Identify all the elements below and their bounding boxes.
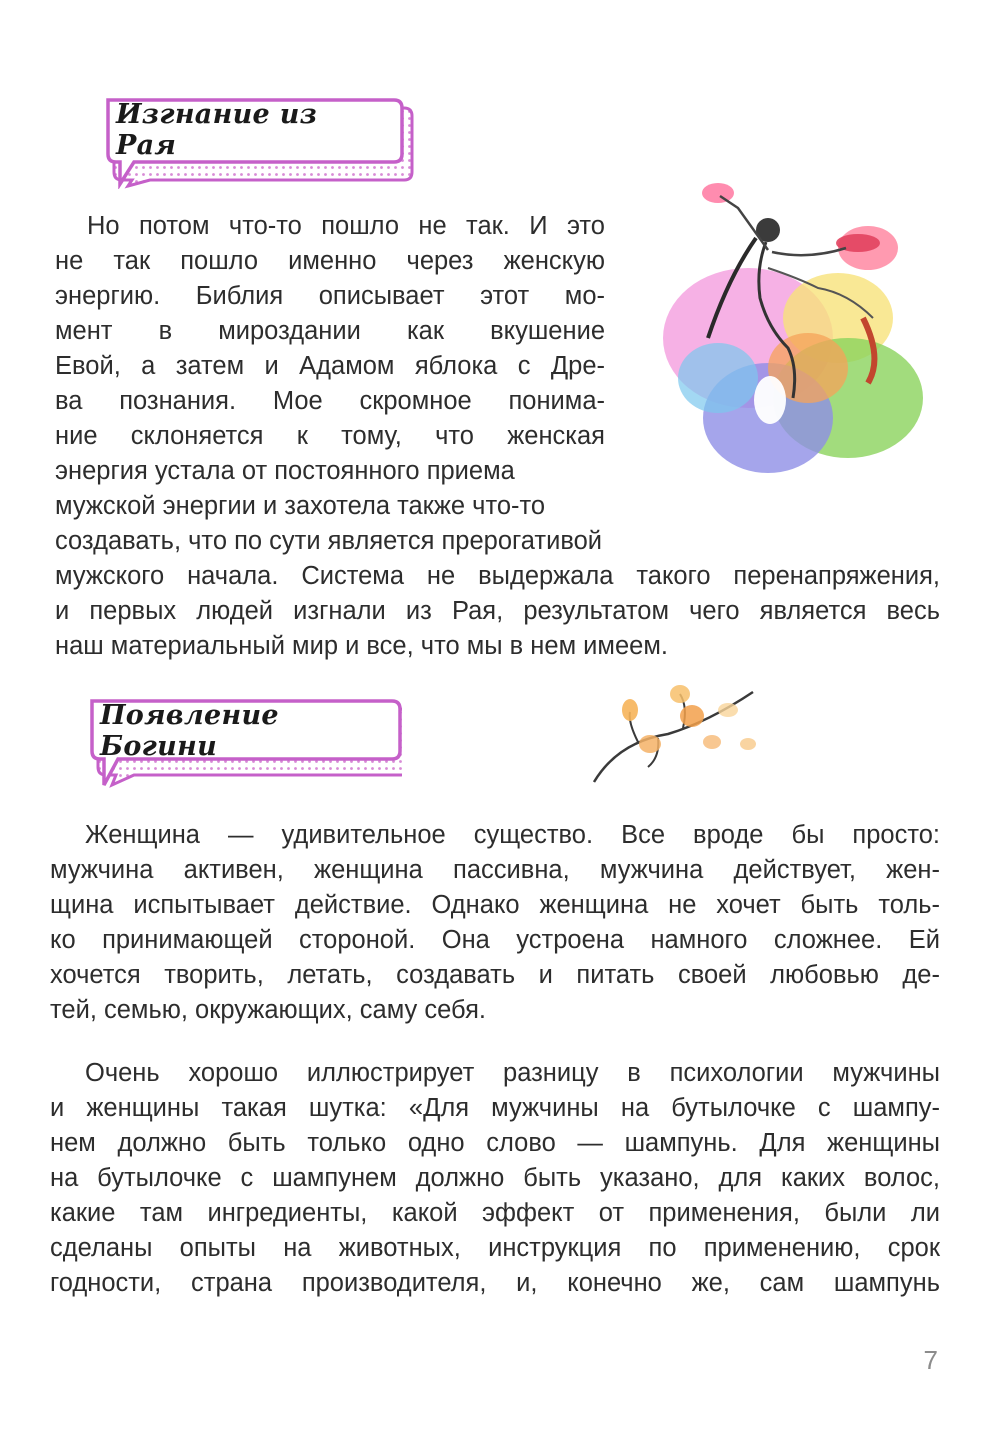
text-line: сделаны опыты на животных, инструкция по применению, срок bbox=[50, 1234, 940, 1262]
flower-branch-icon bbox=[588, 682, 768, 787]
text-line: и женщины такая шутка: «Для мужчины на бутылочке с шампу- bbox=[50, 1094, 940, 1122]
section1-text-bottom bbox=[55, 559, 940, 664]
text-line: создавать, что по сути является прерогативой bbox=[55, 527, 603, 555]
page-number: 7 bbox=[923, 1345, 938, 1375]
section1-text-line bbox=[55, 524, 680, 559]
section1-text-line bbox=[55, 454, 605, 489]
dancing-woman-watercolor-icon bbox=[648, 168, 948, 518]
text-line: щина испытывает действие. Однако женщина не хочет быть толь- bbox=[50, 891, 940, 919]
text-line: не так пошло именно через женскую bbox=[55, 247, 605, 275]
text-line: энергию. Библия описывает этот мо- bbox=[55, 282, 605, 310]
text-line: Женщина — удивительное существо. Все вроде бы просто: bbox=[85, 821, 940, 849]
text-line: энергия устала от постоянного приема bbox=[55, 457, 515, 485]
text-line: ко принимающей стороной. Она устроена намного сложнее. Ей bbox=[50, 926, 940, 954]
section-title: Изгнание из Рая bbox=[116, 99, 318, 161]
section1-text-top bbox=[55, 209, 605, 454]
text-line: и первых людей изгнали из Рая, результатом чего является весь bbox=[55, 597, 940, 625]
text-line: хочется творить, летать, создавать и питать своей любовью де- bbox=[50, 961, 940, 989]
text-line: ва познания. Мое скромное понима- bbox=[55, 387, 605, 415]
section-title: Появление Богини bbox=[100, 700, 279, 762]
text-line: какие там ингредиенты, какой эффект от применения, были ли bbox=[50, 1199, 940, 1227]
section-heading-bubble bbox=[98, 94, 418, 189]
text-line: мужчина активен, женщина пассивна, мужчина действует, жен- bbox=[50, 856, 940, 884]
section2-paragraph-2 bbox=[50, 1056, 940, 1301]
text-line: наш материальный мир и все, что мы в нем имеем. bbox=[55, 632, 668, 660]
section-heading-bubble bbox=[82, 695, 402, 790]
section1-text-line bbox=[55, 489, 635, 524]
text-line: Но потом что-то пошло не так. И это bbox=[87, 212, 605, 240]
text-line: годности, страна производителя, и, конечно же, сам шампунь bbox=[50, 1269, 940, 1297]
text-line: ние склоняется к тому, что женская bbox=[55, 422, 605, 450]
text-line: мент в мироздании как вкушение bbox=[55, 317, 605, 345]
text-line: мужской энергии и захотела также что-то bbox=[55, 492, 546, 520]
text-line: Очень хорошо иллюстрирует разницу в психологии мужчины bbox=[85, 1059, 940, 1087]
text-line: Евой, а затем и Адамом яблока с Дре- bbox=[55, 352, 605, 380]
section2-paragraph-1 bbox=[50, 818, 940, 1028]
text-line: на бутылочке с шампунем должно быть указано, для каких волос, bbox=[50, 1164, 940, 1192]
text-line: мужского начала. Система не выдержала такого перенапряжения, bbox=[55, 562, 940, 590]
text-line: тей, семью, окружающих, саму себя. bbox=[50, 996, 486, 1024]
text-line: нем должно быть только одно слово — шампунь. Для женщины bbox=[50, 1129, 940, 1157]
